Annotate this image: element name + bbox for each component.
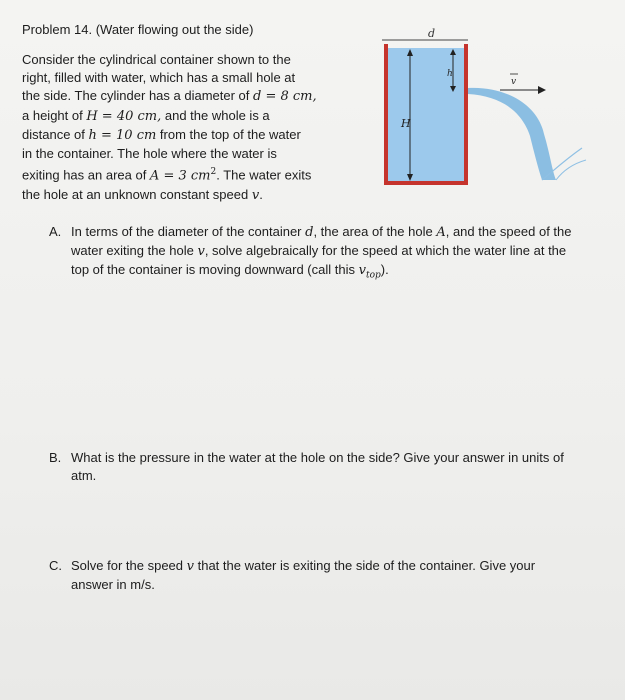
container-diagram xyxy=(372,22,602,197)
question-b-line xyxy=(49,449,564,467)
question-b-letter: B. xyxy=(49,450,62,465)
question-a-letter: A. xyxy=(49,224,62,239)
question-text: ). xyxy=(380,262,389,278)
intro-line xyxy=(22,126,362,145)
intro-text: the hole at an unknown constant speed xyxy=(22,186,252,202)
question-text: Solve for the speed xyxy=(71,558,187,573)
water-stream xyxy=(468,88,556,180)
symbol-top-subscript: top xyxy=(365,271,381,281)
hole-area-exponent: 2 xyxy=(210,167,217,178)
container-bottom xyxy=(384,181,468,185)
intro-line xyxy=(22,87,362,106)
intro-text: the side. The cylinder has a diameter of xyxy=(22,88,253,104)
height-value: H = 40 cm, xyxy=(86,108,162,124)
question-text: that the water is exiting the side of the container. Give your xyxy=(194,558,536,573)
problem-title: Problem 14. (Water flowing out the side) xyxy=(22,22,254,37)
label-v: v xyxy=(511,77,517,87)
intro-text: . The water exits xyxy=(216,167,312,183)
intro-line xyxy=(22,186,362,205)
intro-text: exiting has an area of xyxy=(22,167,150,183)
question-b-line: atm. xyxy=(71,468,97,484)
label-H: H xyxy=(401,117,411,130)
intro-text: distance of xyxy=(22,126,89,142)
intro-text: from the top of the water xyxy=(156,126,301,142)
label-d: d xyxy=(428,27,436,40)
intro-line: right, filled with water, which has a small hole at xyxy=(22,70,296,86)
question-b xyxy=(49,449,564,485)
container-left-wall xyxy=(384,44,388,184)
question-text: What is the pressure in the water at the hole on the side? Give your answer in units of xyxy=(71,450,564,465)
question-a-line xyxy=(49,223,615,242)
question-c-letter: C. xyxy=(49,558,62,573)
hole-depth-value: h = 10 cm xyxy=(88,127,157,143)
label-h: h xyxy=(447,69,453,79)
question-text: top of the container is moving downward (call this xyxy=(71,262,359,278)
speed-symbol: v xyxy=(251,187,260,203)
symbol-v: v xyxy=(197,244,205,260)
intro-line: in the container. The hole where the water is xyxy=(22,146,277,162)
hole-area-value: A = 3 cm xyxy=(149,168,211,184)
question-a xyxy=(49,223,615,285)
question-text: , the area of the hole xyxy=(313,224,437,239)
velocity-arrow-head xyxy=(538,86,546,94)
diameter-value: d = 8 cm, xyxy=(253,89,317,105)
question-text: In terms of the diameter of the container xyxy=(71,224,306,239)
problem-intro xyxy=(22,51,362,205)
question-a-line xyxy=(49,261,615,285)
symbol-d: d xyxy=(305,225,314,240)
symbol-A: A xyxy=(436,225,446,240)
intro-text: a height of xyxy=(22,107,87,123)
question-a-line xyxy=(49,242,615,261)
intro-text: and the whole is a xyxy=(161,107,270,123)
intro-text: . xyxy=(259,186,263,202)
question-text: water exiting the hole xyxy=(71,243,198,259)
symbol-v: v xyxy=(186,559,194,574)
intro-line xyxy=(22,163,362,186)
symbol-v-top: v xyxy=(358,263,366,279)
question-c-line xyxy=(49,557,535,576)
intro-line: Consider the cylindrical container shown to the xyxy=(22,52,291,67)
splash-line xyxy=(556,160,586,180)
container-right-wall xyxy=(464,44,468,184)
question-text: , solve algebraically for the speed at which the water line at the xyxy=(204,243,567,259)
question-text: , and the speed of the xyxy=(445,224,572,239)
intro-line xyxy=(22,107,362,126)
question-c xyxy=(49,557,535,594)
question-c-line: answer in m/s. xyxy=(71,577,155,593)
